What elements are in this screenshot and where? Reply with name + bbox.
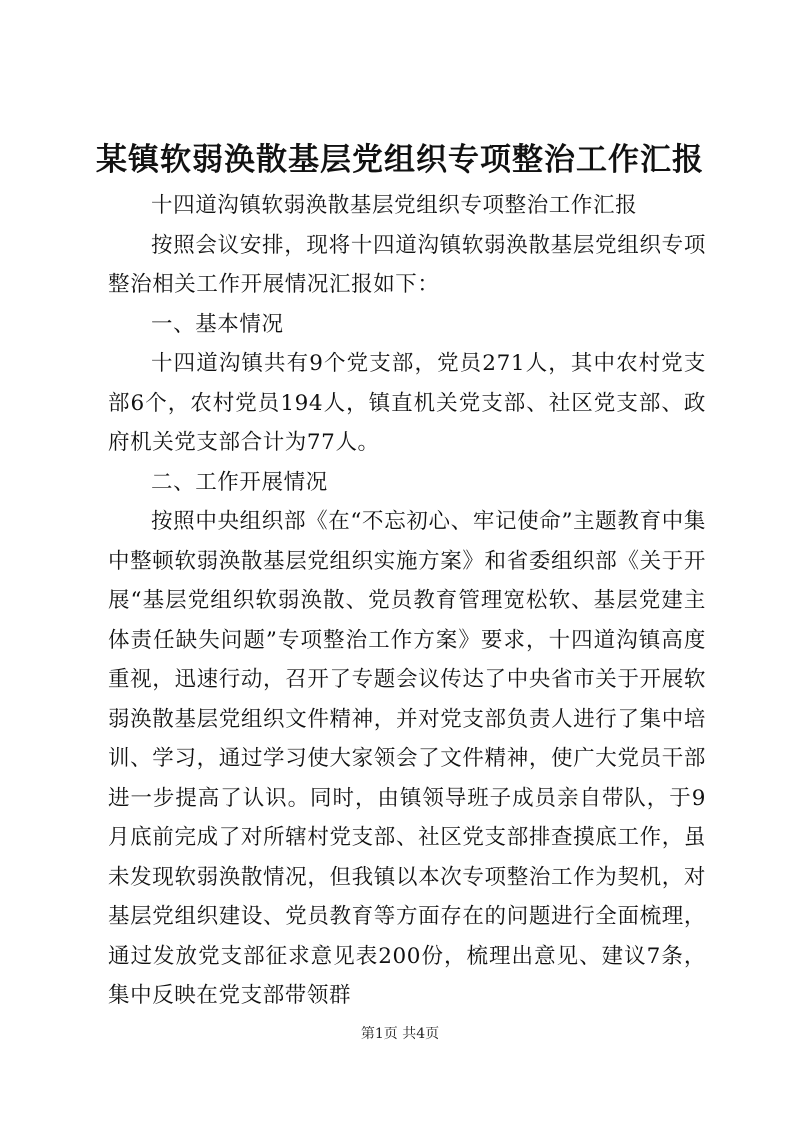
basic-info-paragraph: 十四道沟镇共有9个党支部，党员271人，其中农村党支部6个，农村党员194人，镇直机关党支部、社区党支部、政府机关党支部合计为77人。 [108, 351, 706, 455]
section-heading-work: 二、工作开展情况 [151, 469, 328, 495]
work-paragraph: 按照中央组织部《在“不忘初心、牢记使命”主题教育中集中整顿软弱涣散基层党组织实施方案》和省委组织部《关于开展“基层党组织软弱涣散、党员教育管理宽松软、基层党建主体责任缺失问题”专项整治工作方案》要求，十四道沟镇高度重视，迅速行动，召开了专题会议传达了中央省市关于开展软弱涣散基层党组织文件精神，并对党支部负责人进行了集中培训、学习，通过学习使大家领会了文件精神，使广大党员干部进一步提高了认识。同时，由镇领导班子成员亲自带队，于9月底前完成了对所辖村党支部、社区党支部排查摸底工作，虽未发现软弱涣散情况，但我镇以本次专项整治工作为契机，对基层党组织建设、党员教育等方面存在的问题进行全面梳理，通过发放党支部征求意见表200份，梳理出意见、建议7条，集中反映在党支部带领群 [108, 509, 706, 1008]
page-number-footer: 第1页 共4页 [360, 1026, 440, 1042]
intro-paragraph: 按照会议安排，现将十四道沟镇软弱涣散基层党组织专项整治相关工作开展情况汇报如下： [108, 232, 706, 297]
document-title: 某镇软弱涣散基层党组织专项整治工作汇报 [96, 142, 704, 178]
document-body [108, 186, 706, 1016]
section-heading-basic: 一、基本情况 [151, 311, 284, 337]
subtitle-paragraph: 十四道沟镇软弱涣散基层党组织专项整治工作汇报 [151, 193, 638, 218]
